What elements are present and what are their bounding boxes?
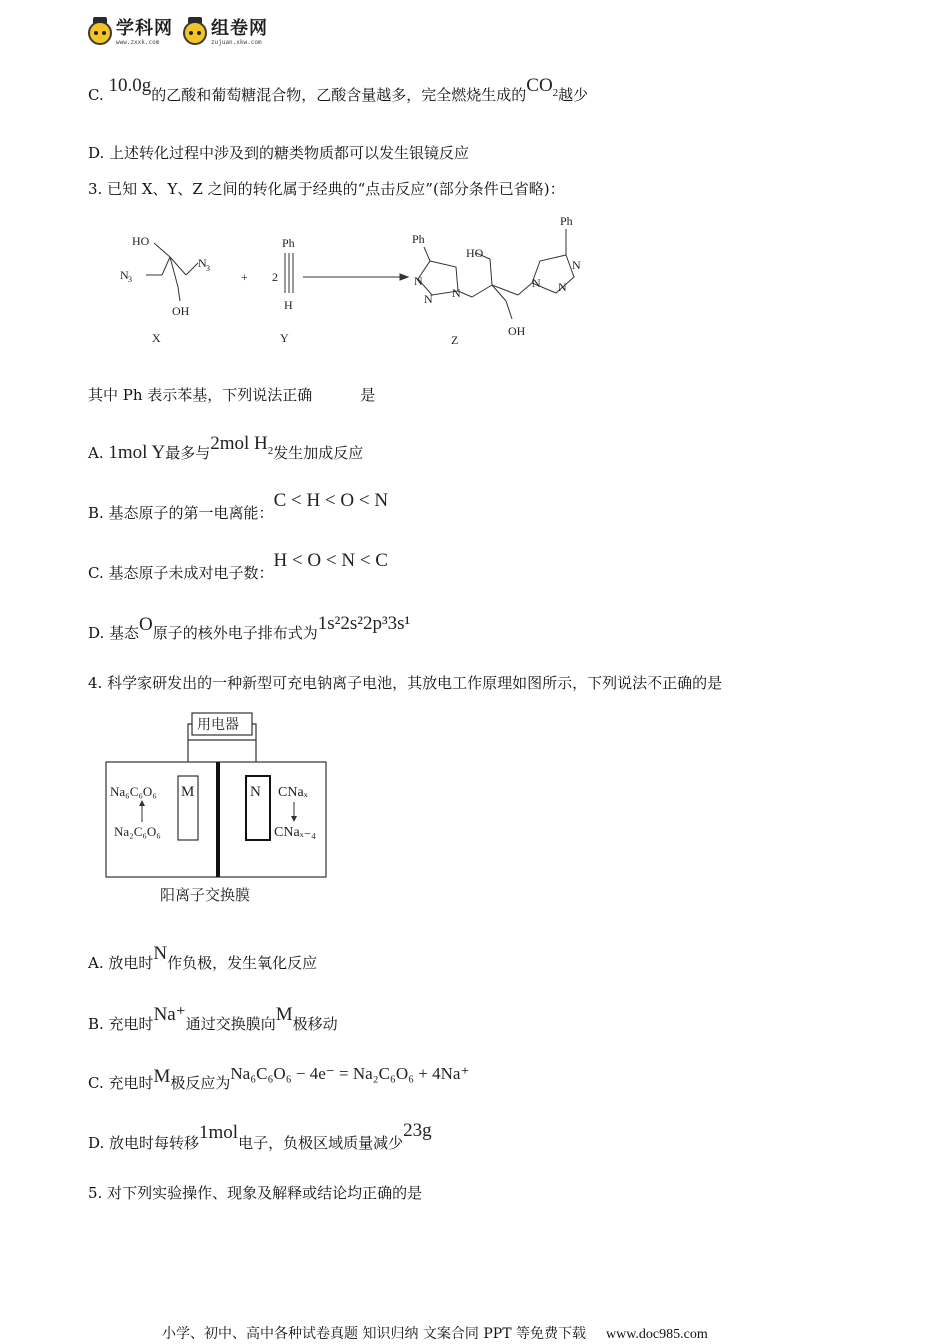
q3-prompt: 其中 Ph 表示苯基，下列说法正确 是 — [88, 386, 376, 404]
q3-option-b: B. 基态原子的第一电离能：C < H < O < N — [88, 490, 389, 522]
q5-stem: 5. 对下列实验操作、现象及解释或结论均正确的是 — [88, 1184, 423, 1202]
x-oh: OH — [172, 304, 190, 318]
q2-option-c: C. 10.0g的乙酸和葡萄糖混合物，乙酸含量越多，完全燃烧生成的$CO_2$越少 — [88, 75, 589, 104]
z-n5: N — [558, 280, 567, 294]
mascot-icon — [183, 21, 207, 45]
q4-option-b: B. 充电时Na⁺通过交换膜向M极移动 — [88, 1004, 338, 1033]
molecule-x — [146, 243, 198, 301]
device-label: 用电器 — [197, 717, 239, 733]
electrode-m-label: M — [181, 784, 195, 800]
q3-option-a: A. 1mol Y最多与2mol $H_2$发生加成反应 — [88, 433, 364, 463]
header-logos — [88, 18, 268, 48]
ionization-order: C < H < O < N — [273, 490, 389, 511]
z-n3: N — [452, 286, 461, 300]
zxxk-logo[interactable] — [88, 20, 173, 46]
y-ph: Ph — [282, 236, 295, 250]
q4-option-c: C. 充电时M极反应为Na₆C₆O₆ − 4e⁻ = Na₂C₆O₆ + 4Na⁺ — [88, 1064, 470, 1092]
logo1-name: 学科网 — [116, 18, 173, 39]
x-n3-right: N — [198, 256, 207, 270]
q2-option-d: D. 上述转化过程中涉及到的糖类物质都可以发生银镜反应 — [88, 144, 470, 162]
reaction-arrow — [303, 274, 408, 280]
footer-link[interactable]: www.doc985.com — [605, 1327, 708, 1342]
z-n4: N — [532, 276, 541, 290]
z-ph-right: Ph — [560, 214, 573, 228]
z-n2: N — [424, 292, 433, 306]
x-ho: HO — [132, 234, 150, 248]
logo1-url: www.zxxk.com — [116, 39, 160, 46]
q4-option-a: A. 放电时N作负极，发生氧化反应 — [88, 943, 318, 972]
x-n3-left: N — [120, 268, 129, 282]
q4-option-d: D. 放电时每转移1mol电子，负极区域质量减少23g — [88, 1120, 432, 1152]
zujuan-logo[interactable] — [183, 20, 268, 46]
q4-stem: 4. 科学家研发出的一种新型可充电钠离子电池，其放电工作原理如图所示，下列说法不正确的是 — [88, 674, 723, 692]
click-reaction-diagram — [100, 205, 620, 355]
electrode-equation: Na₆C₆O₆ − 4e⁻ = Na₂C₆O₆ + 4Na⁺ — [230, 1064, 470, 1083]
mol-y: 1mol Y — [108, 442, 166, 463]
z-ph-left: Ph — [412, 232, 425, 246]
triple-bond — [285, 253, 293, 293]
right-top-species: CNaₓ — [278, 785, 308, 800]
electrode-n-label: N — [250, 784, 261, 800]
left-top-species: Na₆C₆O₆ — [110, 784, 157, 799]
molecule-z — [418, 229, 574, 319]
mass-value: 10.0g — [108, 75, 152, 96]
page-footer — [162, 1323, 708, 1343]
q3-stem: 3. 已知 X、Y、Z 之间的转化属于经典的“点击反应”(部分条件已省略)： — [88, 180, 565, 198]
svg-text:3: 3 — [206, 264, 210, 273]
electron-config: 1s²2s²2p³3s¹ — [317, 613, 411, 634]
y-h: H — [284, 298, 293, 312]
label-x: X — [152, 331, 161, 345]
z-oh: OH — [508, 324, 526, 338]
right-bottom-species: CNaₓ₋₄ — [274, 825, 316, 840]
label-y: Y — [280, 331, 289, 345]
left-bottom-species: Na₂C₆O₆ — [114, 824, 161, 839]
label-z: Z — [451, 333, 459, 347]
h2-amount: 2mol $H_2$ — [210, 433, 274, 457]
footer-text: 小学、初中、高中各种试卷真题 知识归纳 文案合同 PPT 等免费下载 — [162, 1326, 586, 1342]
logo2-name: 组卷网 — [211, 18, 268, 39]
z-n1: N — [414, 274, 423, 288]
battery-diagram — [104, 710, 330, 910]
mascot-icon — [88, 21, 112, 45]
plus-sign: + — [241, 270, 248, 284]
svg-text:3: 3 — [128, 275, 132, 284]
unpaired-order: H < O < N < C — [273, 550, 388, 571]
q3-option-d: D. 基态O原子的核外电子排布式为1s²2s²2p³3s¹ — [88, 613, 411, 642]
q3-option-c: C. 基态原子未成对电子数：H < O < N < C — [88, 550, 388, 582]
co2-formula: $CO_2$ — [526, 75, 559, 99]
coefficient: 2 — [272, 270, 278, 284]
logo2-url: zujuan.xkw.com — [211, 39, 262, 46]
membrane-label: 阳离子交换膜 — [160, 886, 251, 904]
z-n6: N — [572, 258, 581, 272]
z-ho: HO — [466, 246, 484, 260]
